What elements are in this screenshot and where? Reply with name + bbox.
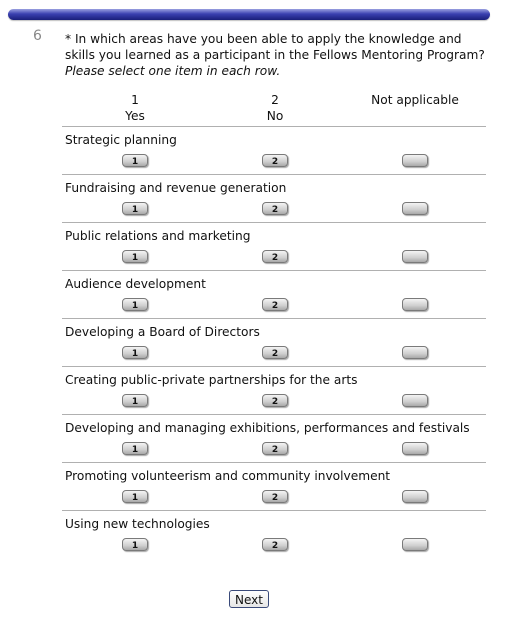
matrix-row [62, 222, 486, 271]
option-not-applicable-button[interactable] [402, 202, 428, 215]
matrix-row [62, 510, 486, 559]
option-no-button[interactable]: 2 [262, 538, 288, 551]
column-header-not-applicable [355, 92, 475, 108]
matrix-row [62, 366, 486, 415]
next-button[interactable]: Next [229, 590, 269, 608]
option-not-applicable-button[interactable] [402, 538, 428, 551]
row-label: Public relations and marketing [65, 229, 251, 243]
option-no-button[interactable]: 2 [262, 202, 288, 215]
row-label: Promoting volunteerism and community involvement [65, 469, 391, 483]
option-not-applicable-button[interactable] [402, 154, 428, 167]
option-no-button[interactable]: 2 [262, 298, 288, 311]
row-label: Audience development [65, 277, 206, 291]
option-no-button[interactable]: 2 [262, 154, 288, 167]
row-label: Strategic planning [65, 133, 177, 147]
option-yes-button[interactable]: 1 [122, 202, 148, 215]
question-prompt: * In which areas have you been able to apply the knowledge and skills you learned as a participant in the Fellows Mentoring Program? [65, 32, 485, 62]
column-label: Not applicable [371, 93, 459, 107]
column-label: No [266, 109, 284, 123]
option-no-button[interactable]: 2 [262, 346, 288, 359]
option-no-button[interactable]: 2 [262, 250, 288, 263]
question-text [65, 31, 490, 79]
option-no-button[interactable]: 2 [262, 490, 288, 503]
option-no-button[interactable]: 2 [262, 442, 288, 455]
option-yes-button[interactable]: 1 [122, 346, 148, 359]
option-yes-button[interactable]: 1 [122, 490, 148, 503]
header-bar [8, 9, 490, 20]
option-not-applicable-button[interactable] [402, 394, 428, 407]
option-yes-button[interactable]: 1 [122, 442, 148, 455]
option-not-applicable-button[interactable] [402, 346, 428, 359]
option-no-button[interactable]: 2 [262, 394, 288, 407]
column-number: 2 [271, 93, 279, 107]
option-not-applicable-button[interactable] [402, 490, 428, 503]
row-label: Developing and managing exhibitions, performances and festivals [65, 421, 470, 435]
option-not-applicable-button[interactable] [402, 298, 428, 311]
option-yes-button[interactable]: 1 [122, 154, 148, 167]
column-header-yes [105, 92, 165, 124]
option-yes-button[interactable]: 1 [122, 250, 148, 263]
row-label: Using new technologies [65, 517, 210, 531]
matrix-row [62, 270, 486, 319]
question-number: 6 [33, 28, 42, 44]
matrix-row [62, 414, 486, 463]
row-label: Developing a Board of Directors [65, 325, 260, 339]
question-instruction: Please select one item in each row. [65, 64, 281, 78]
option-yes-button[interactable]: 1 [122, 298, 148, 311]
matrix-row [62, 462, 486, 511]
row-label: Fundraising and revenue generation [65, 181, 287, 195]
option-yes-button[interactable]: 1 [122, 394, 148, 407]
option-not-applicable-button[interactable] [402, 442, 428, 455]
option-not-applicable-button[interactable] [402, 250, 428, 263]
column-header-no [245, 92, 305, 124]
column-number: 1 [131, 93, 139, 107]
option-yes-button[interactable]: 1 [122, 538, 148, 551]
matrix-row [62, 126, 486, 175]
column-label: Yes [125, 109, 145, 123]
row-label: Creating public-private partnerships for the arts [65, 373, 358, 387]
matrix-row [62, 318, 486, 367]
matrix-row [62, 174, 486, 223]
